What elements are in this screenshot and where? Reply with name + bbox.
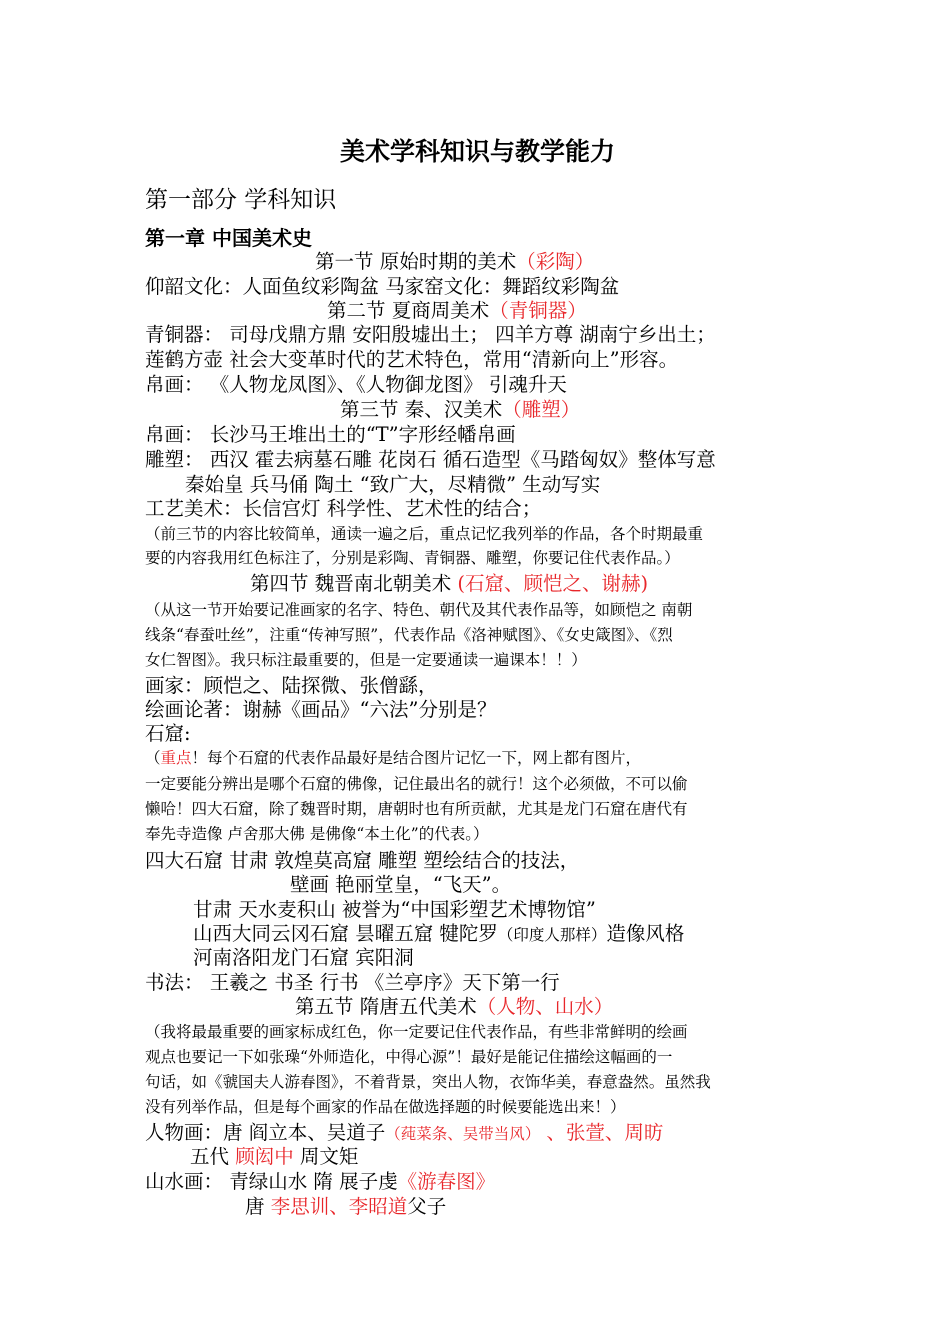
line-s4-10: 书法： 王羲之 书圣 行书 《兰亭序》天下第一行 [145,971,560,994]
section-5-heading [295,995,613,1019]
note-4-line-3: 句话，如《虢国夫人游春图》，不着背景，突出人物，衣饰华美，春意盎然。虽然我 [145,1073,711,1091]
line-s5-2: 五代 顾闳中 周文矩 [190,1145,359,1168]
line-s4-9: 河南洛阳龙门石窟 宾阳洞 [193,946,414,969]
section-3-title: 第三节 秦、汉美术 [340,398,503,421]
section-2-title: 第二节 夏商周美术 [327,299,490,322]
line-s4-3: 石窟: [145,722,191,745]
line-s5-4: 唐 李思训、李昭道父子 [245,1195,447,1218]
section-2-tag: （青铜器） [489,299,587,322]
note-3-line-3: 懒哈！四大石窟，除了魏晋时期，唐朝时也有所贡献，尤其是龙门石窟在唐代有 [145,800,688,818]
section-4-title: 第四节 魏晋南北朝美术 [250,572,458,595]
note-4-line-2: 观点也要记一下如张璪“外师造化，中得心源”！最好是能记住描绘这幅画的一 [145,1048,673,1066]
note-3-line-1: （重点！每个石窟的代表作品最好是结合图片记忆一下，网上都有图片， [145,749,642,767]
note-3-line-2: 一定要能分辨出是哪个石窟的佛像，记住最出名的就行！这个必须做，不可以偷 [145,775,688,793]
note-2-line-2: 线条“春蚕吐丝”，注重“传神写照”，代表作品《洛神赋图》、《女史箴图》、《烈 [145,626,673,644]
line-s5-1: 人物画：唐 阎立本、吴道子（莼菜条、吴带当风） 、张萱、周昉 [145,1121,664,1144]
line-s4-2: 绘画论著：谢赫《画品》“六法”分别是？ [145,698,497,721]
note-4-line-1: （我将最最重要的画家标成红色，你一定要记住代表作品，有些非常鲜明的绘画 [145,1023,688,1041]
page-title: 美术学科知识与教学能力 [339,137,615,166]
section-1-title: 第一节 原始时期的美术 [315,250,517,273]
section-3-tag: （雕塑） [502,398,581,421]
line-s2-3: 帛画： 《人物龙凤图》、《人物御龙图》 引魂升天 [145,373,567,396]
line-s4-6: 壁画 艳丽堂皇，“飞天”。 [290,873,512,896]
part-heading: 第一部分 学科知识 [145,187,337,213]
section-5-tag: （人物、山水） [476,995,614,1018]
note-3-line-4: 奉先寺造像 卢舍那大佛 是佛像“本土化”的代表。） [145,825,489,843]
line-s4-1: 画家：顾恺之、陆探微、张僧繇， [145,674,438,697]
line-s4-5: 四大石窟 甘肃 敦煌莫高窟 雕塑 塑绘结合的技法， [145,849,580,872]
line-s3-2: 雕塑： 西汉 霍去病墓石雕 花岗石 循石造型《马踏匈奴》整体写意 [145,448,716,471]
section-2-heading [327,299,587,323]
section-4-heading [250,572,648,596]
note-1-line-2: 要的内容我用红色标注了，分别是彩陶、青铜器、雕塑，你要记住代表作品。） [145,549,680,567]
section-4-tag: (石窟、顾恺之、谢赫) [457,572,649,595]
section-5-title: 第五节 隋唐五代美术 [295,995,477,1018]
line-s5-3: 山水画： 青绿山水 隋 展子虔《游春图》 [145,1170,496,1193]
note-4-line-4: 没有列举作品，但是每个画家的作品在做选择题的时候要能选出来！） [145,1098,626,1116]
line-s2-1: 青铜器： 司母戊鼎方鼎 安阳殷墟出土； 四羊方尊 湖南宁乡出土； [145,323,716,346]
key-point-label: 重点 [160,749,192,767]
line-s2-2: 莲鹤方壶 社会大变革时代的艺术特色，常用“清新向上”形容。 [145,348,679,371]
section-1-tag: （彩陶） [516,250,595,273]
note-2-line-3: 女仁智图》。我只标注最重要的，但是一定要通读一遍课本！！） [145,651,587,669]
line-s1-1: 仰韶文化：人面鱼纹彩陶盆 马家窑文化：舞蹈纹彩陶盆 [145,275,620,298]
section-1-heading [315,250,594,274]
line-s4-8: 山西大同云冈石窟 昙曜五窟 犍陀罗（印度人那样）造像风格 [193,922,685,945]
line-s3-4: 工艺美术：长信宫灯 科学性、艺术性的结合； [145,497,542,520]
note-1-line-1: （前三节的内容比较简单，通读一遍之后，重点记忆我列举的作品，各个时期最重 [145,525,704,543]
note-2-line-1: （从这一节开始要记准画家的名字、特色、朝代及其代表作品等，如顾恺之 南朝 [145,601,693,619]
line-s3-3: 秦始皇 兵马俑 陶土 “致广大，尽精微” 生动写实 [185,473,601,496]
line-s3-1: 帛画： 长沙马王堆出土的“T”字形经幡帛画 [145,423,516,446]
section-3-heading [340,398,580,422]
chapter-heading: 第一章 中国美术史 [145,226,312,250]
line-s4-7: 甘肃 天水麦积山 被誉为“中国彩塑艺术博物馆” [193,898,596,921]
